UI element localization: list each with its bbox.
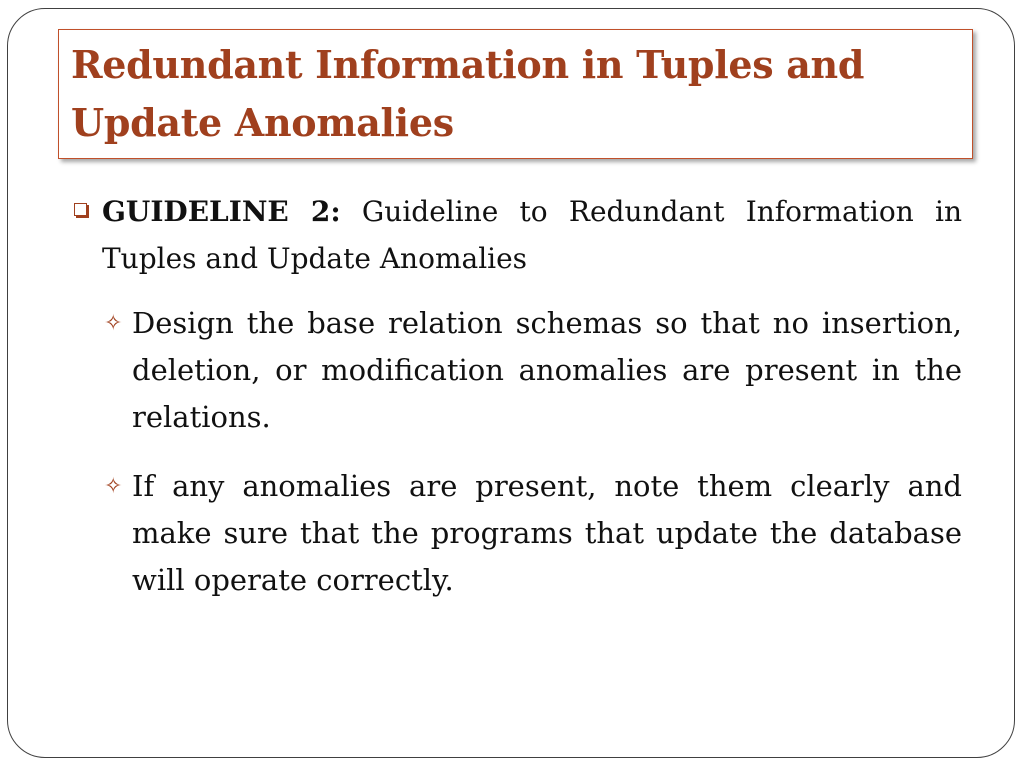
square-bullet-icon: [74, 203, 87, 216]
sub-point-2: [104, 463, 962, 604]
guideline-text: Guideline to Redundant Information in Tuples and Update Anomalies: [102, 195, 962, 275]
sub-point-text: Design the base relation schemas so that no insertion, deletion, or modification anomalies are present in the relations.: [132, 306, 962, 434]
title-box: [58, 29, 973, 159]
four-point-star-icon: ✧: [104, 311, 123, 336]
four-point-star-icon: ✧: [104, 474, 123, 499]
sub-point-1: [104, 300, 962, 441]
guideline-label: GUIDELINE 2:: [102, 195, 341, 228]
guideline-bullet: [74, 188, 962, 282]
slide-title: Redundant Information in Tuples and Update Anomalies: [71, 42, 865, 145]
slide-content: [74, 188, 962, 604]
sub-point-text: If any anomalies are present, note them clearly and make sure that the programs that update the database will operate correctly.: [132, 469, 962, 597]
